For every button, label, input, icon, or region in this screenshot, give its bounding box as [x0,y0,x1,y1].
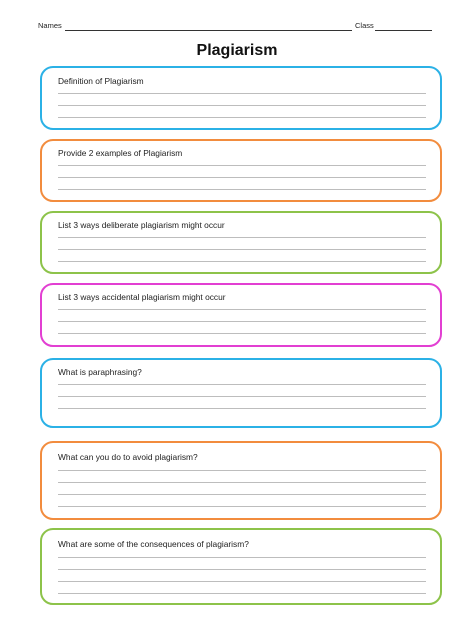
answer-line [58,165,426,166]
answer-line [58,506,426,507]
answer-line [58,557,426,558]
answer-line [58,408,426,409]
question-text: Provide 2 examples of Plagiarism [58,148,183,158]
question-box-examples[interactable] [40,139,442,202]
answer-line [58,384,426,385]
answer-line [58,581,426,582]
question-box-definition[interactable] [40,66,442,130]
question-box-deliberate[interactable] [40,211,442,274]
answer-line [58,593,426,594]
answer-line [58,333,426,334]
names-line[interactable] [65,30,352,31]
question-text: What are some of the consequences of plagiarism? [58,539,249,549]
class-line[interactable] [375,30,432,31]
answer-line [58,470,426,471]
question-box-paraphrasing[interactable] [40,358,442,428]
question-text: What can you do to avoid plagiarism? [58,452,198,462]
question-text: List 3 ways accidental plagiarism might occur [58,292,226,302]
answer-line [58,569,426,570]
names-label: Names [38,21,62,30]
answer-line [58,261,426,262]
answer-line [58,494,426,495]
answer-line [58,117,426,118]
question-text: List 3 ways deliberate plagiarism might occur [58,220,225,230]
answer-line [58,396,426,397]
answer-line [58,93,426,94]
answer-line [58,237,426,238]
answer-line [58,105,426,106]
class-label: Class [355,21,374,30]
answer-line [58,177,426,178]
answer-line [58,321,426,322]
question-text: What is paraphrasing? [58,367,142,377]
header-row [38,21,433,35]
answer-line [58,249,426,250]
question-text: Definition of Plagiarism [58,76,144,86]
answer-line [58,309,426,310]
answer-line [58,482,426,483]
page-title: Plagiarism [196,42,278,59]
answer-line [58,189,426,190]
question-box-avoid[interactable] [40,441,442,520]
question-box-accidental[interactable] [40,283,442,347]
question-box-consequences[interactable] [40,528,442,605]
